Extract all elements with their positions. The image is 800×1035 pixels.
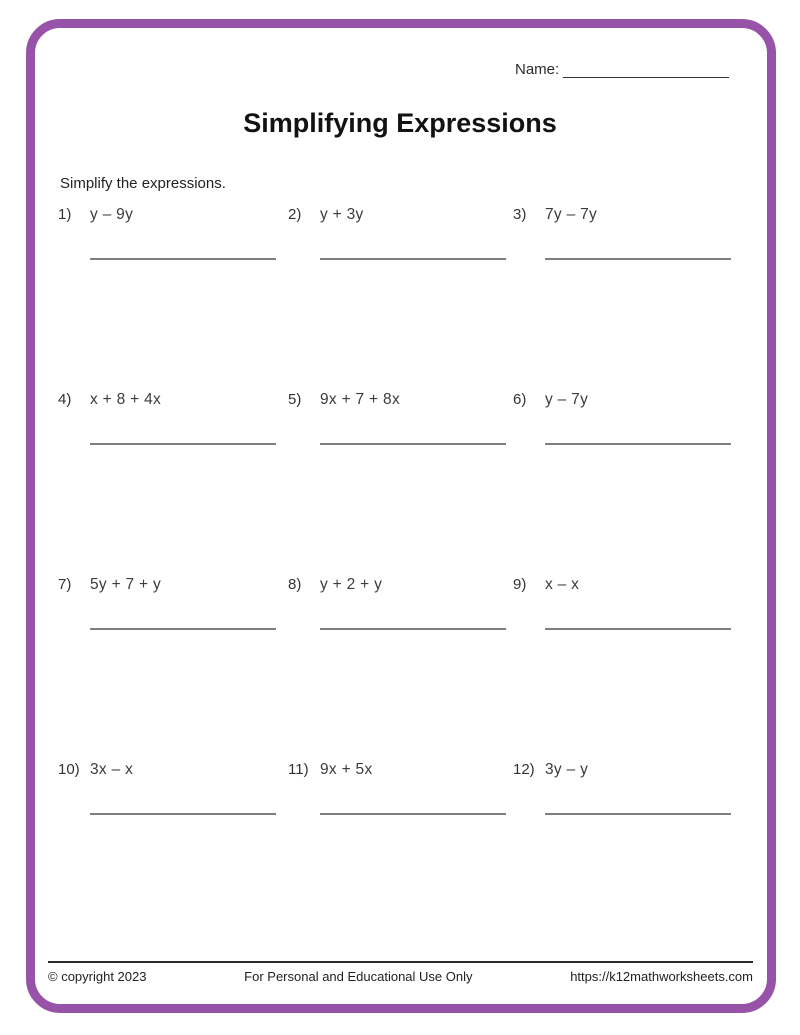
answer-line [90,813,276,815]
answer-line [320,258,506,260]
answer-line [320,813,506,815]
answer-line [90,628,276,630]
problem-cell [58,761,288,946]
problem-cell [288,206,513,391]
problem-cell [513,576,733,761]
answer-line [545,628,731,630]
problem-number: 10) [58,761,80,778]
problem-cell [58,391,288,576]
footer-url: https://k12mathworksheets.com [570,969,753,984]
problems-grid [58,206,733,946]
problem-number: 12) [513,761,535,778]
problem-number: 11) [288,761,309,778]
answer-line [320,628,506,630]
problem-cell [288,576,513,761]
footer [48,969,753,984]
name-field [515,60,729,78]
problem-number: 5) [288,391,302,408]
name-label: Name: [515,61,560,78]
footer-divider [48,961,753,963]
page-title: Simplifying Expressions [243,108,557,138]
problem-cell [58,206,288,391]
answer-line [320,443,506,445]
problem-number: 7) [58,576,72,593]
answer-line [545,443,731,445]
problem-expression: x + 8 + 4x [90,391,162,408]
answer-line [90,258,276,260]
problem-expression: x – x [545,576,580,593]
name-blank-line [563,60,729,78]
problem-cell [58,576,288,761]
problem-expression: 9x + 5x [320,761,373,778]
problem-cell [288,391,513,576]
answer-line [545,258,731,260]
problem-cell [513,391,733,576]
problem-number: 9) [513,576,527,593]
footer-usage-text: For Personal and Educational Use Only [244,969,473,984]
problem-expression: y + 3y [320,206,364,223]
footer-copyright: © copyright 2023 [48,969,147,984]
answer-line [545,813,731,815]
problem-expression: 5y + 7 + y [90,576,162,593]
problem-expression: 3x – x [90,761,134,778]
problem-expression: 7y – 7y [545,206,598,223]
problem-number: 4) [58,391,72,408]
problem-number: 2) [288,206,302,223]
problem-number: 8) [288,576,302,593]
problem-expression: y + 2 + y [320,576,383,593]
problem-number: 1) [58,206,72,223]
problem-expression: 3y – y [545,761,589,778]
problem-expression: y – 7y [545,391,589,408]
problem-cell [513,206,733,391]
instruction-text: Simplify the expressions. [60,175,226,192]
answer-line [90,443,276,445]
problem-number: 6) [513,391,527,408]
problem-expression: 9x + 7 + 8x [320,391,400,408]
problem-number: 3) [513,206,527,223]
problem-cell [288,761,513,946]
problem-cell [513,761,733,946]
problem-expression: y – 9y [90,206,134,223]
